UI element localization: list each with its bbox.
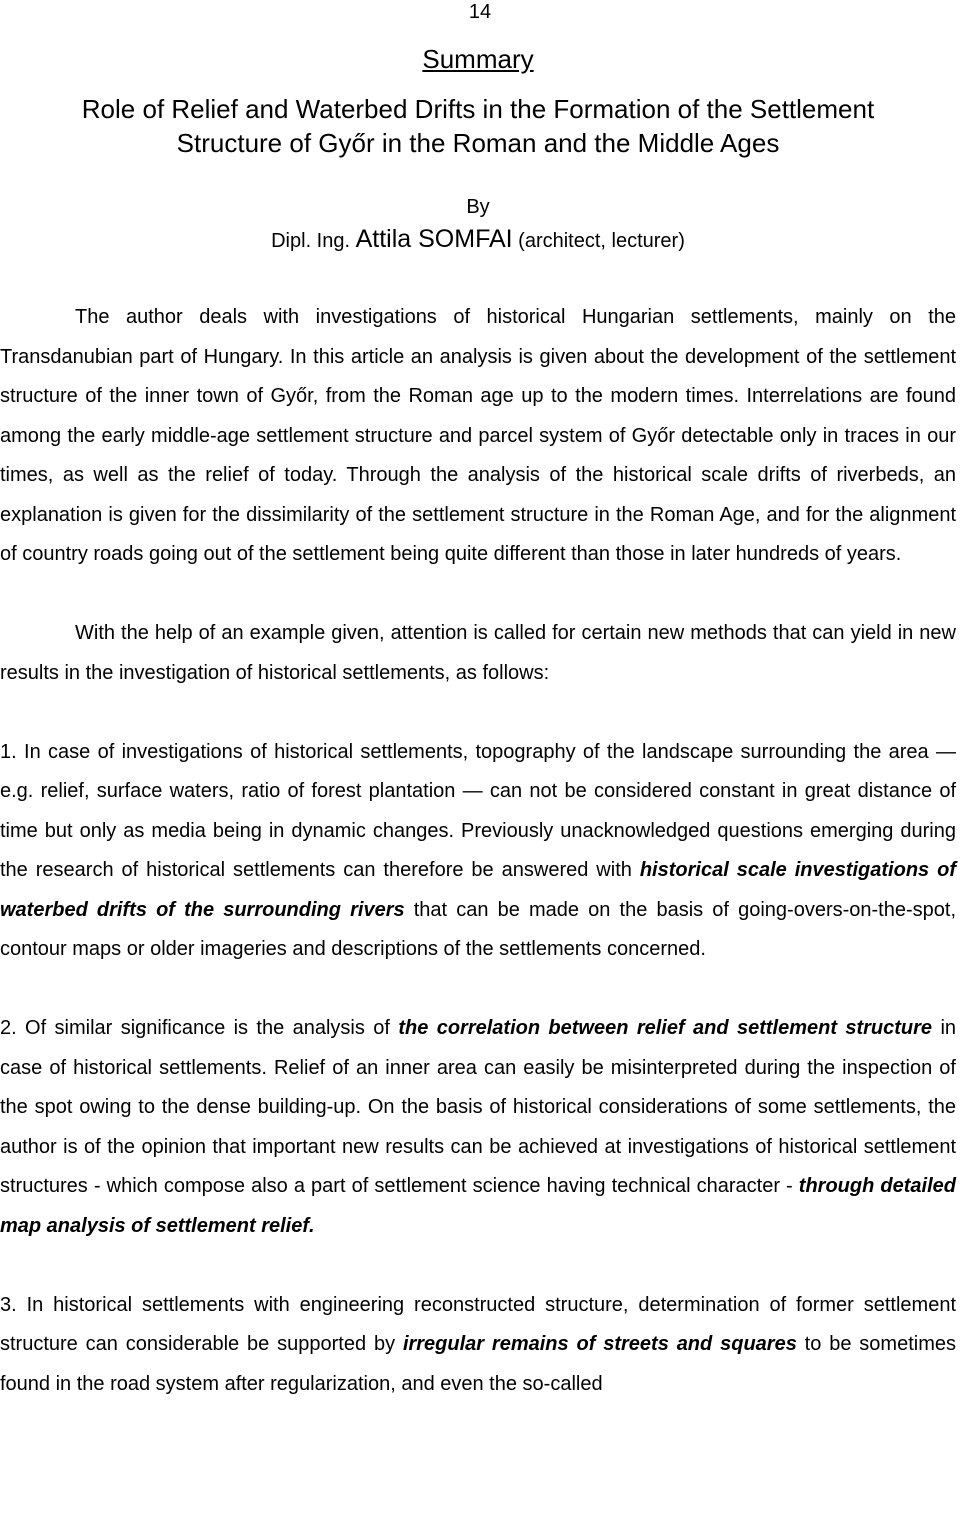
method-1-text-a: 1. In case of investigations of historical settlements, topography of the landscape surrounding the area — e.g. relief, surface waters, ratio of forest plantation — can not be considered constant in great distance of time but only as media being in dynamic changes. Previously unacknowledged questions emerging during the research of historical settlements can therefore be answered with [0,740,956,881]
method-2-text-a: 2. Of similar significance is the analysis of [0,1017,399,1039]
method-2-emphasis-2: through detailed map analysis of settlement relief. [0,1175,956,1237]
author-prefix: Dipl. Ing. [271,230,351,252]
paragraph-methods-intro: With the help of an example given, attention is called for certain new methods that can yield in new results in the investigation of historical settlements, as follows: [0,622,956,684]
title-line-2: Structure of Győr in the Roman and the Middle Ages [176,128,780,158]
summary-heading: Summary [422,44,534,74]
method-2-emphasis-1: the correlation between relief and settlement structure [398,1017,933,1039]
title-line-1: Role of Relief and Waterbed Drifts in the Formation of the Settlement [81,94,875,124]
paragraph-method-3 [0,1286,956,1405]
paragraph-spacer [0,693,956,733]
method-2-text-c: in case of historical settlements. Relief of an inner area can easily be misinterpreted during the inspection of the spot owing to the dense building-up. On the basis of historical considerations of some settlements, the author is of the opinion that important new results can be achieved at investigations of historical settlement structures - which compose also a part of settlement science having technical character - [0,1017,957,1197]
method-3-emphasis: irregular remains of streets and squares [402,1333,797,1355]
by-line: By [466,196,490,218]
author-line [0,225,956,255]
paragraph-spacer [0,575,956,615]
author-name: Attila SOMFAI [355,225,513,253]
summary-body [0,298,956,1404]
method-1-text-c: that can be made on the basis of going-overs-on-the-spot, contour maps or older imageries and descriptions of the settlements concerned. [0,898,957,960]
method-3-text-c: to be sometimes found in the road system after regularization, and even the so-called [0,1333,956,1395]
document-title [0,92,956,160]
page-number: 14 [468,1,492,23]
author-role: (architect, lecturer) [518,230,685,252]
paragraph-method-1 [0,733,956,970]
paragraph-spacer [0,1246,956,1286]
method-1-emphasis: historical scale investigations of waterbed drifts of the surrounding rivers [0,859,956,921]
paragraph-intro: The author deals with investigations of historical Hungarian settlements, mainly on the Transdanubian part of Hungary. In this article an analysis is given about the development of the settlement structure of the inner town of Győr, from the Roman age up to the modern times. Interrelations are found among the early middle-age settlement structure and parcel system of Győr detectable only in traces in our times, as well as the relief of today. Through the analysis of the historical scale drifts of riverbeds, an explanation is given for the dissimilarity of the settlement structure in the Roman Age, and for the alignment of country roads going out of the settlement being quite different than those in later hundreds of years. [0,306,956,565]
method-3-text-a: 3. In historical settlements with engineering reconstructed structure, determination of former settlement structure can considerable be supported by [0,1293,956,1355]
paragraph-method-2 [0,1009,956,1246]
paragraph-spacer [0,970,956,1010]
